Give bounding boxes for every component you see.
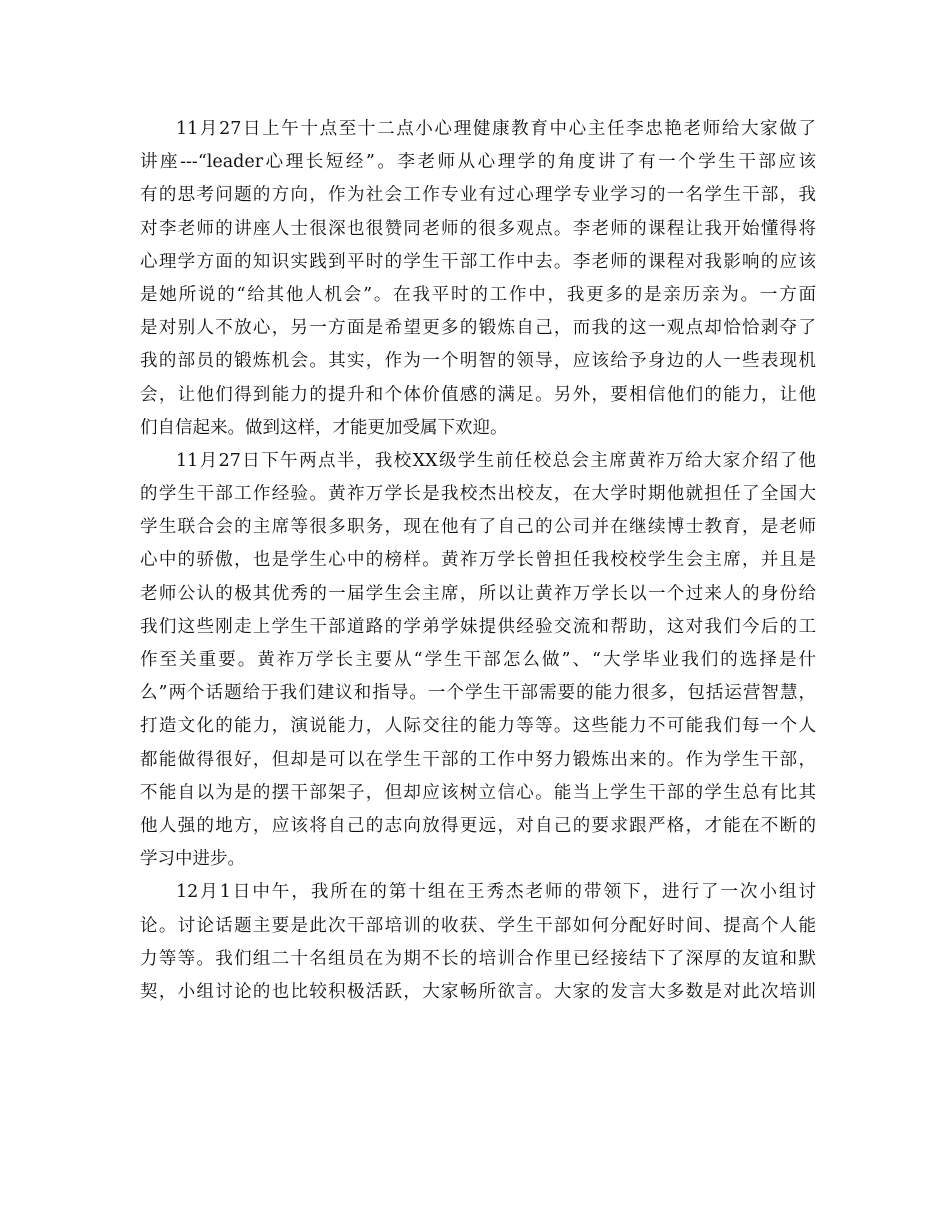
text-line: 们自信起来。做到这样，才能更加受属下欢迎。 <box>140 417 508 438</box>
text-line: 有的思考问题的方向，作为社会工作专业有过心理学专业学习的一名学生干部，我 <box>140 185 816 206</box>
text-line: 11月27日上午十点至十二点小心理健康教育中心主任李忠艳老师给大家做了 <box>176 119 816 139</box>
text-line: 讲座---“leader心理长短经”。李老师从心理学的角度讲了有一个学生干部应该 <box>140 152 816 173</box>
text-line: 会，让他们得到能力的提升和个体价值感的满足。另外，要相信他们的能力，让他 <box>140 384 816 405</box>
text-line: 么”两个话题给于我们建议和指导。一个学生干部需要的能力很多，包括运营智慧， <box>140 683 816 704</box>
text-line: 学习中进步。 <box>140 849 245 870</box>
text-line: 他人强的地方，应该将自己的志向放得更远，对自己的要求跟严格，才能在不断的 <box>140 815 816 836</box>
paragraph-lecture-huang <box>140 445 816 876</box>
text-line: 我们这些刚走上学生干部道路的学弟学妹提供经验交流和帮助，这对我们今后的工 <box>140 616 816 637</box>
text-line: 我的部员的锻炼机会。其实，作为一个明智的领导，应该给予身边的人一些表现机 <box>140 351 816 372</box>
text-line: 不能自以为是的摆干部架子，但却应该树立信心。能当上学生干部的学生总有比其 <box>140 782 816 803</box>
text-line: 是她所说的“给其他人机会”。在我平时的工作中，我更多的是亲历亲为。一方面 <box>140 284 816 305</box>
text-line: 对李老师的讲座人士很深也很赞同老师的很多观点。李老师的课程让我开始懂得将 <box>140 218 816 239</box>
text-line: 的学生干部工作经验。黄祚万学长是我校杰出校友，在大学时期他就担任了全国大 <box>140 484 816 505</box>
text-line: 学生联合会的主席等很多职务，现在他有了自己的公司并在继续博士教育，是老师 <box>140 517 816 538</box>
text-line: 老师公认的极其优秀的一届学生会主席，所以让黄祚万学长以一个过来人的身份给 <box>140 583 816 604</box>
document-body <box>140 113 816 1009</box>
text-line: 论。讨论话题主要是此次干部培训的收获、学生干部如何分配好时间、提高个人能 <box>140 915 816 936</box>
text-line: 作至关重要。黄祚万学长主要从“学生干部怎么做”、“大学毕业我们的选择是什 <box>140 650 816 670</box>
text-line: 11月27日下午两点半，我校XX级学生前任校总会主席黄祚万给大家介绍了他 <box>176 450 816 471</box>
paragraph-lecture-li <box>140 113 816 445</box>
text-line: 契，小组讨论的也比较积极活跃，大家畅所欲言。大家的发言大多数是对此次培训 <box>140 981 816 1002</box>
text-line: 12月1日中午，我所在的第十组在王秀杰老师的带领下，进行了一次小组讨 <box>176 882 816 903</box>
text-line: 打造文化的能力，演说能力，人际交往的能力等等。这些能力不可能我们每一个人 <box>140 716 816 737</box>
text-line: 心理学方面的知识实践到平时的学生干部工作中去。李老师的课程对我影响的应该 <box>140 251 816 272</box>
text-line: 力等等。我们组二十名组员在为期不长的培训合作里已经接结下了深厚的友谊和默 <box>140 948 816 969</box>
text-line: 心中的骄傲，也是学生心中的榜样。黄祚万学长曾担任我校校学生会主席，并且是 <box>140 550 816 571</box>
paragraph-group-discussion <box>140 876 816 1009</box>
text-line: 都能做得很好，但却是可以在学生干部的工作中努力锻炼出来的。作为学生干部， <box>140 749 816 770</box>
text-line: 是对别人不放心，另一方面是希望更多的锻炼自己，而我的这一观点却恰恰剥夺了 <box>140 318 816 339</box>
